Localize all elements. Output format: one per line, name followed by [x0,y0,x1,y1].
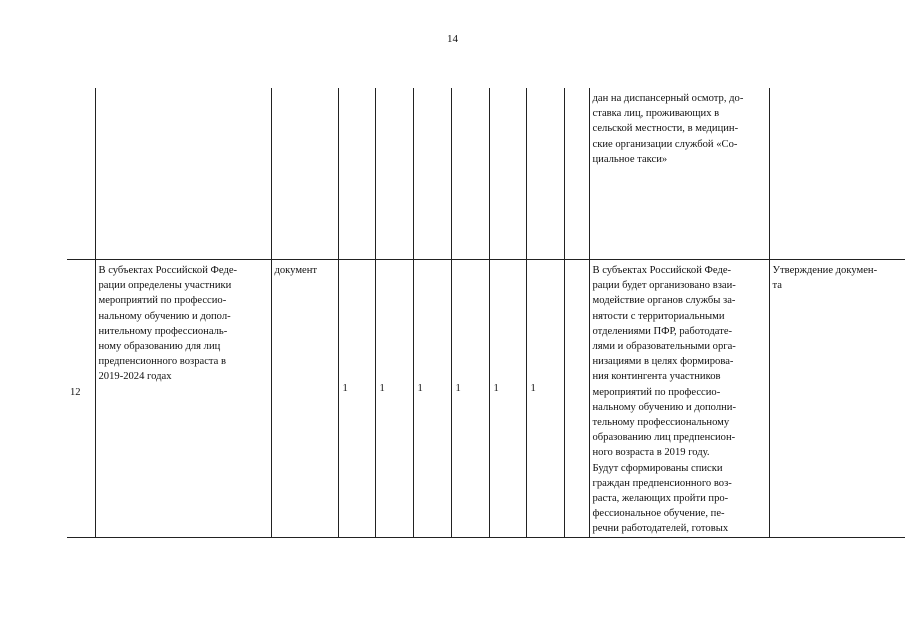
row-number: 12 [70,387,81,398]
year-value-2022: 1 [455,383,461,394]
result-description-cell: В субъектах Российской Феде- рации будет организовано взаи- модействие органов службы за- нятости с территориальными отделениями ПФР, работодате- лями и образовательными орга- низациями в целях формирова- ния контингента участников мероприятий по профессио- нальному обучению и дополни- тельному профессиональному образованию лиц предпенсион- ного возраста в 2019 году. Будут сформированы списки граждан предпенсионного воз- раста, желающих пройти про- фессиональное обучение, пе- речни работодателей, готовых [592,265,736,535]
table-row-12 [67,260,905,538]
year-value-2020: 1 [379,383,385,394]
result-cell-continued: дан на диспансерный осмотр, до- ставка лиц, проживающих в сельской местности, в медицин- ские организации службой «Со- циальное такси» [592,93,744,165]
year-value-2019: 1 [342,383,348,394]
task-cell: В субъектах Российской Феде- рации определены участники мероприятий по профессио- нальному обучению и допол- нительному профессиональ- ному образованию для лиц предпенсионного возраста в 2019-2024 годах [98,265,238,383]
result-type-cell: документ [274,265,318,276]
plan-table [67,88,905,538]
year-value-2023: 1 [493,383,499,394]
approval-cell: Утверждение докумен- та [772,265,878,292]
page-number: 14 [447,33,458,45]
year-value-2024: 1 [530,383,536,394]
year-value-2021: 1 [417,383,423,394]
table-row-continued [67,88,905,260]
